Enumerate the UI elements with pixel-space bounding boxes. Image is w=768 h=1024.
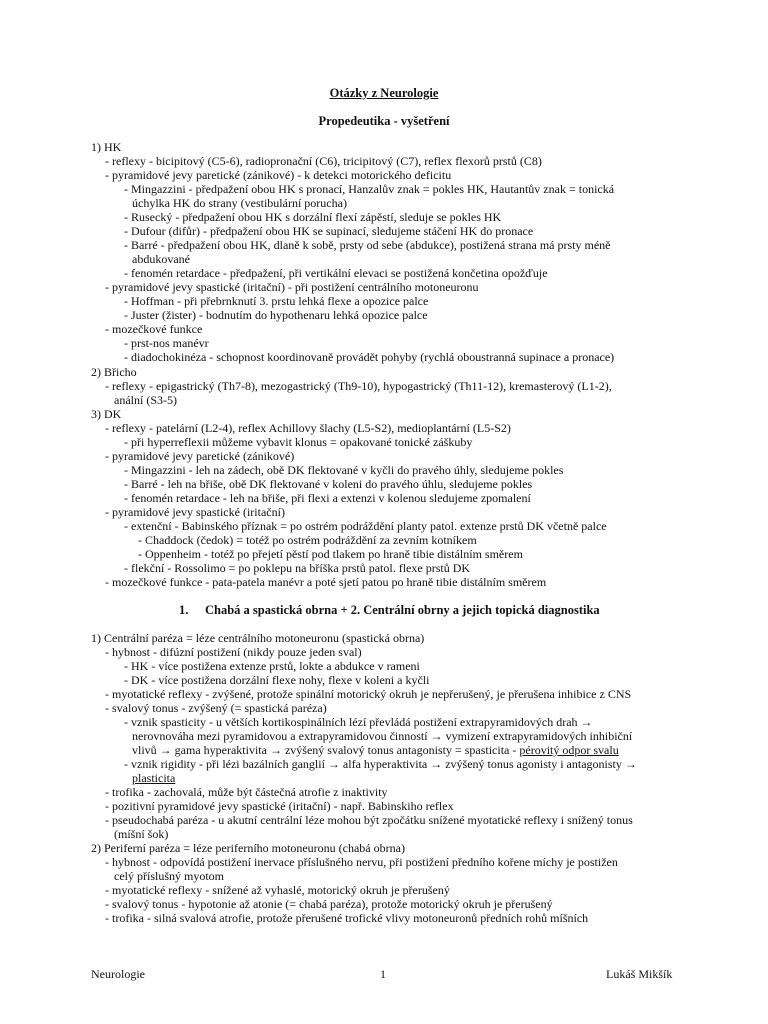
list-item: - Dufour (difůr) - předpažení obou HK se supinací, sledujeme stáčení HK do pronace: [124, 224, 534, 238]
section-heading: [179, 603, 600, 618]
list-item: - Barré - předpažení obou HK, dlaně k sobě, prsty od sebe (abdukce), postižená strana má prsty méně: [124, 238, 611, 252]
list-item: - reflexy - patelární (L2-4), reflex Achillovy šlachy (L5-S2), medioplantární (L5-S2): [105, 421, 511, 435]
list-item: - Hoffman - při přebrnknutí 3. prstu lehká flexe a opozice palce: [124, 294, 429, 308]
list-item: - flekční - Rossolimo = po poklepu na bříška prstů patol. flexe prstů DK: [124, 561, 471, 575]
list-item: - pyramidové jevy spastické (iritační) - při postižení centrálního motoneuronu: [105, 280, 479, 294]
document-title: Otázky z Neurologie: [329, 86, 439, 100]
list-item: - pyramidové jevy paretické (zánikové): [105, 449, 295, 463]
list-item: - Mingazzini - leh na zádech, obě DK flektované v kyčli do pravého úhly, sledujeme pokles: [124, 463, 564, 477]
list-item: - extenční - Babinského příznak = po ostrém podráždění planty patol. extenze prstů DK včetně palce: [124, 519, 607, 533]
list-item: 2) Břicho: [91, 365, 137, 379]
list-item: celý příslušný myotom: [114, 869, 224, 883]
list-item: - Mingazzini - předpažení obou HK s pronací, Hanzalův znak = pokles HK, Hautantův znak = tonická: [124, 182, 615, 196]
list-item: - mozečkové funkce - pata-patela manévr a poté sjetí patou po hraně tibie distálním směrem: [105, 575, 547, 589]
underlined-term: plasticita: [132, 771, 176, 785]
list-item: - myotatické reflexy - snížené až vyhaslé, motorický okruh je přerušený: [105, 883, 450, 897]
list-item: - mozečkové funkce: [105, 322, 203, 336]
list-item: - Chaddock (čedok) = totéž po ostrém podráždění za zevním kotníkem: [138, 533, 477, 547]
list-item: - diadochokinéza - schopnost koordinovaně provádět pohyby (rychlá oboustranná supinace a pronace): [124, 350, 615, 364]
list-item: (míšní šok): [114, 827, 169, 841]
list-item: - hybnost - difúzní postižení (nikdy pouze jeden sval): [105, 645, 362, 659]
list-item: - pyramidové jevy paretické (zánikové) - k detekci motorického deficitu: [105, 168, 452, 182]
page-number: 1: [380, 967, 386, 981]
list-item: - prst-nos manévr: [124, 336, 209, 350]
list-item: - myotatické reflexy - zvýšené, protože spinální motorický okruh je nepřerušený, je přerušena inhibice z CNS: [105, 687, 632, 701]
list-item: - fenomén retardace - předpažení, při vertikální elevaci se postižená končetina opožďuje: [124, 266, 548, 280]
list-item: úchylka HK do strany (vestibulární porucha): [132, 196, 347, 210]
underlined-term: pérovitý odpor svalu: [519, 743, 619, 757]
footer-left: Neurologie: [91, 967, 145, 981]
section-number: 1.: [179, 603, 189, 617]
list-item: - HK - více postižena extenze prstů, lokte a abdukce v rameni: [124, 659, 420, 673]
list-item: - pozitivní pyramidové jevy spastické (iritační) - např. Babinskiho reflex: [105, 799, 454, 813]
list-item: 1) HK: [91, 140, 122, 154]
list-item: - fenomén retardace - leh na břiše, při flexi a extenzi v kolenou sledujeme zpomalení: [124, 491, 531, 505]
list-item: - Oppenheim - totéž po přejetí pěstí pod tlakem po hraně tibie distálním směrem: [138, 547, 523, 561]
footer-author: Lukáš Mikšík: [606, 967, 673, 981]
list-item: - reflexy - epigastrický (Th7-8), mezogastrický (Th9-10), hypogastrický (Th11-12), kremasterový (L1-2),: [105, 379, 612, 393]
list-item: - Rusecký - předpažení obou HK s dorzální flexí zápěstí, sleduje se pokles HK: [124, 210, 502, 224]
list-item: - vznik rigidity - při lézi bazálních ganglií → alfa hyperaktivita → zvýšený tonus agonisty i antagonisty →: [124, 757, 637, 771]
line-text: vlivů → gama hyperaktivita → zvýšený svalový tonus antagonisty = spasticita -: [132, 743, 517, 757]
list-item: - Barré - leh na břiše, obě DK flektované v koleni do pravého úhlu, sledujeme pokles: [124, 477, 533, 491]
list-item: - svalový tonus - hypotonie až atonie (= chabá paréza), protože motorický okruh je přerušený: [105, 897, 553, 911]
list-item: nerovnováha mezi pyramidovou a extrapyramidovou činností → vymizení extrapyramidových inhibiční: [132, 729, 633, 743]
list-item: [132, 743, 619, 757]
list-item: - Juster (žister) - bodnutím do hypothenaru lehká opozice palce: [124, 308, 428, 322]
list-item: - pyramidové jevy spastické (iritační): [105, 505, 285, 519]
list-item: - trofika - zachovalá, může být částečná atrofie z inaktivity: [105, 785, 388, 799]
document-subtitle: Propedeutika - vyšetření: [318, 114, 450, 128]
list-item: abdukované: [132, 252, 190, 266]
list-item: anální (S3-5): [114, 393, 177, 407]
list-item: - svalový tonus - zvýšený (= spastická paréza): [105, 701, 327, 715]
section-title: Chabá a spastická obrna + 2. Centrální obrny a jejich topická diagnostika: [205, 603, 600, 617]
list-item: - trofika - silná svalová atrofie, protože přerušené trofické vlivy motoneuronů předních rohů míšních: [105, 911, 589, 925]
list-item: - reflexy - bicipitový (C5-6), radiopronační (C6), tricipitový (C7), reflex flexorů prstů (C8): [105, 154, 542, 168]
list-item: - DK - více postižena dorzální flexe nohy, flexe v koleni a kyčli: [124, 673, 430, 687]
list-item: - pseudochabá paréza - u akutní centrální léze mohou být zpočátku snížené myotatické reflexy i snížený tonus: [105, 813, 633, 827]
list-item: 1) Centrální paréza = léze centrálního motoneuronu (spastická obrna): [91, 631, 425, 645]
list-item: - hybnost - odpovídá postižení inervace příslušného nervu, při postižení předního kořene míchy je postižen: [105, 855, 618, 869]
list-item: - vznik spasticity - u větších kortikospinálních lézí převládá postižení extrapyramidových drah →: [124, 715, 593, 729]
list-item: 2) Periferní paréza = léze periferního motoneuronu (chabá obrna): [91, 841, 405, 855]
list-item: - při hyperreflexii můžeme vybavit klonus = opakované tonické záškuby: [124, 435, 473, 449]
list-item: 3) DK: [91, 407, 122, 421]
